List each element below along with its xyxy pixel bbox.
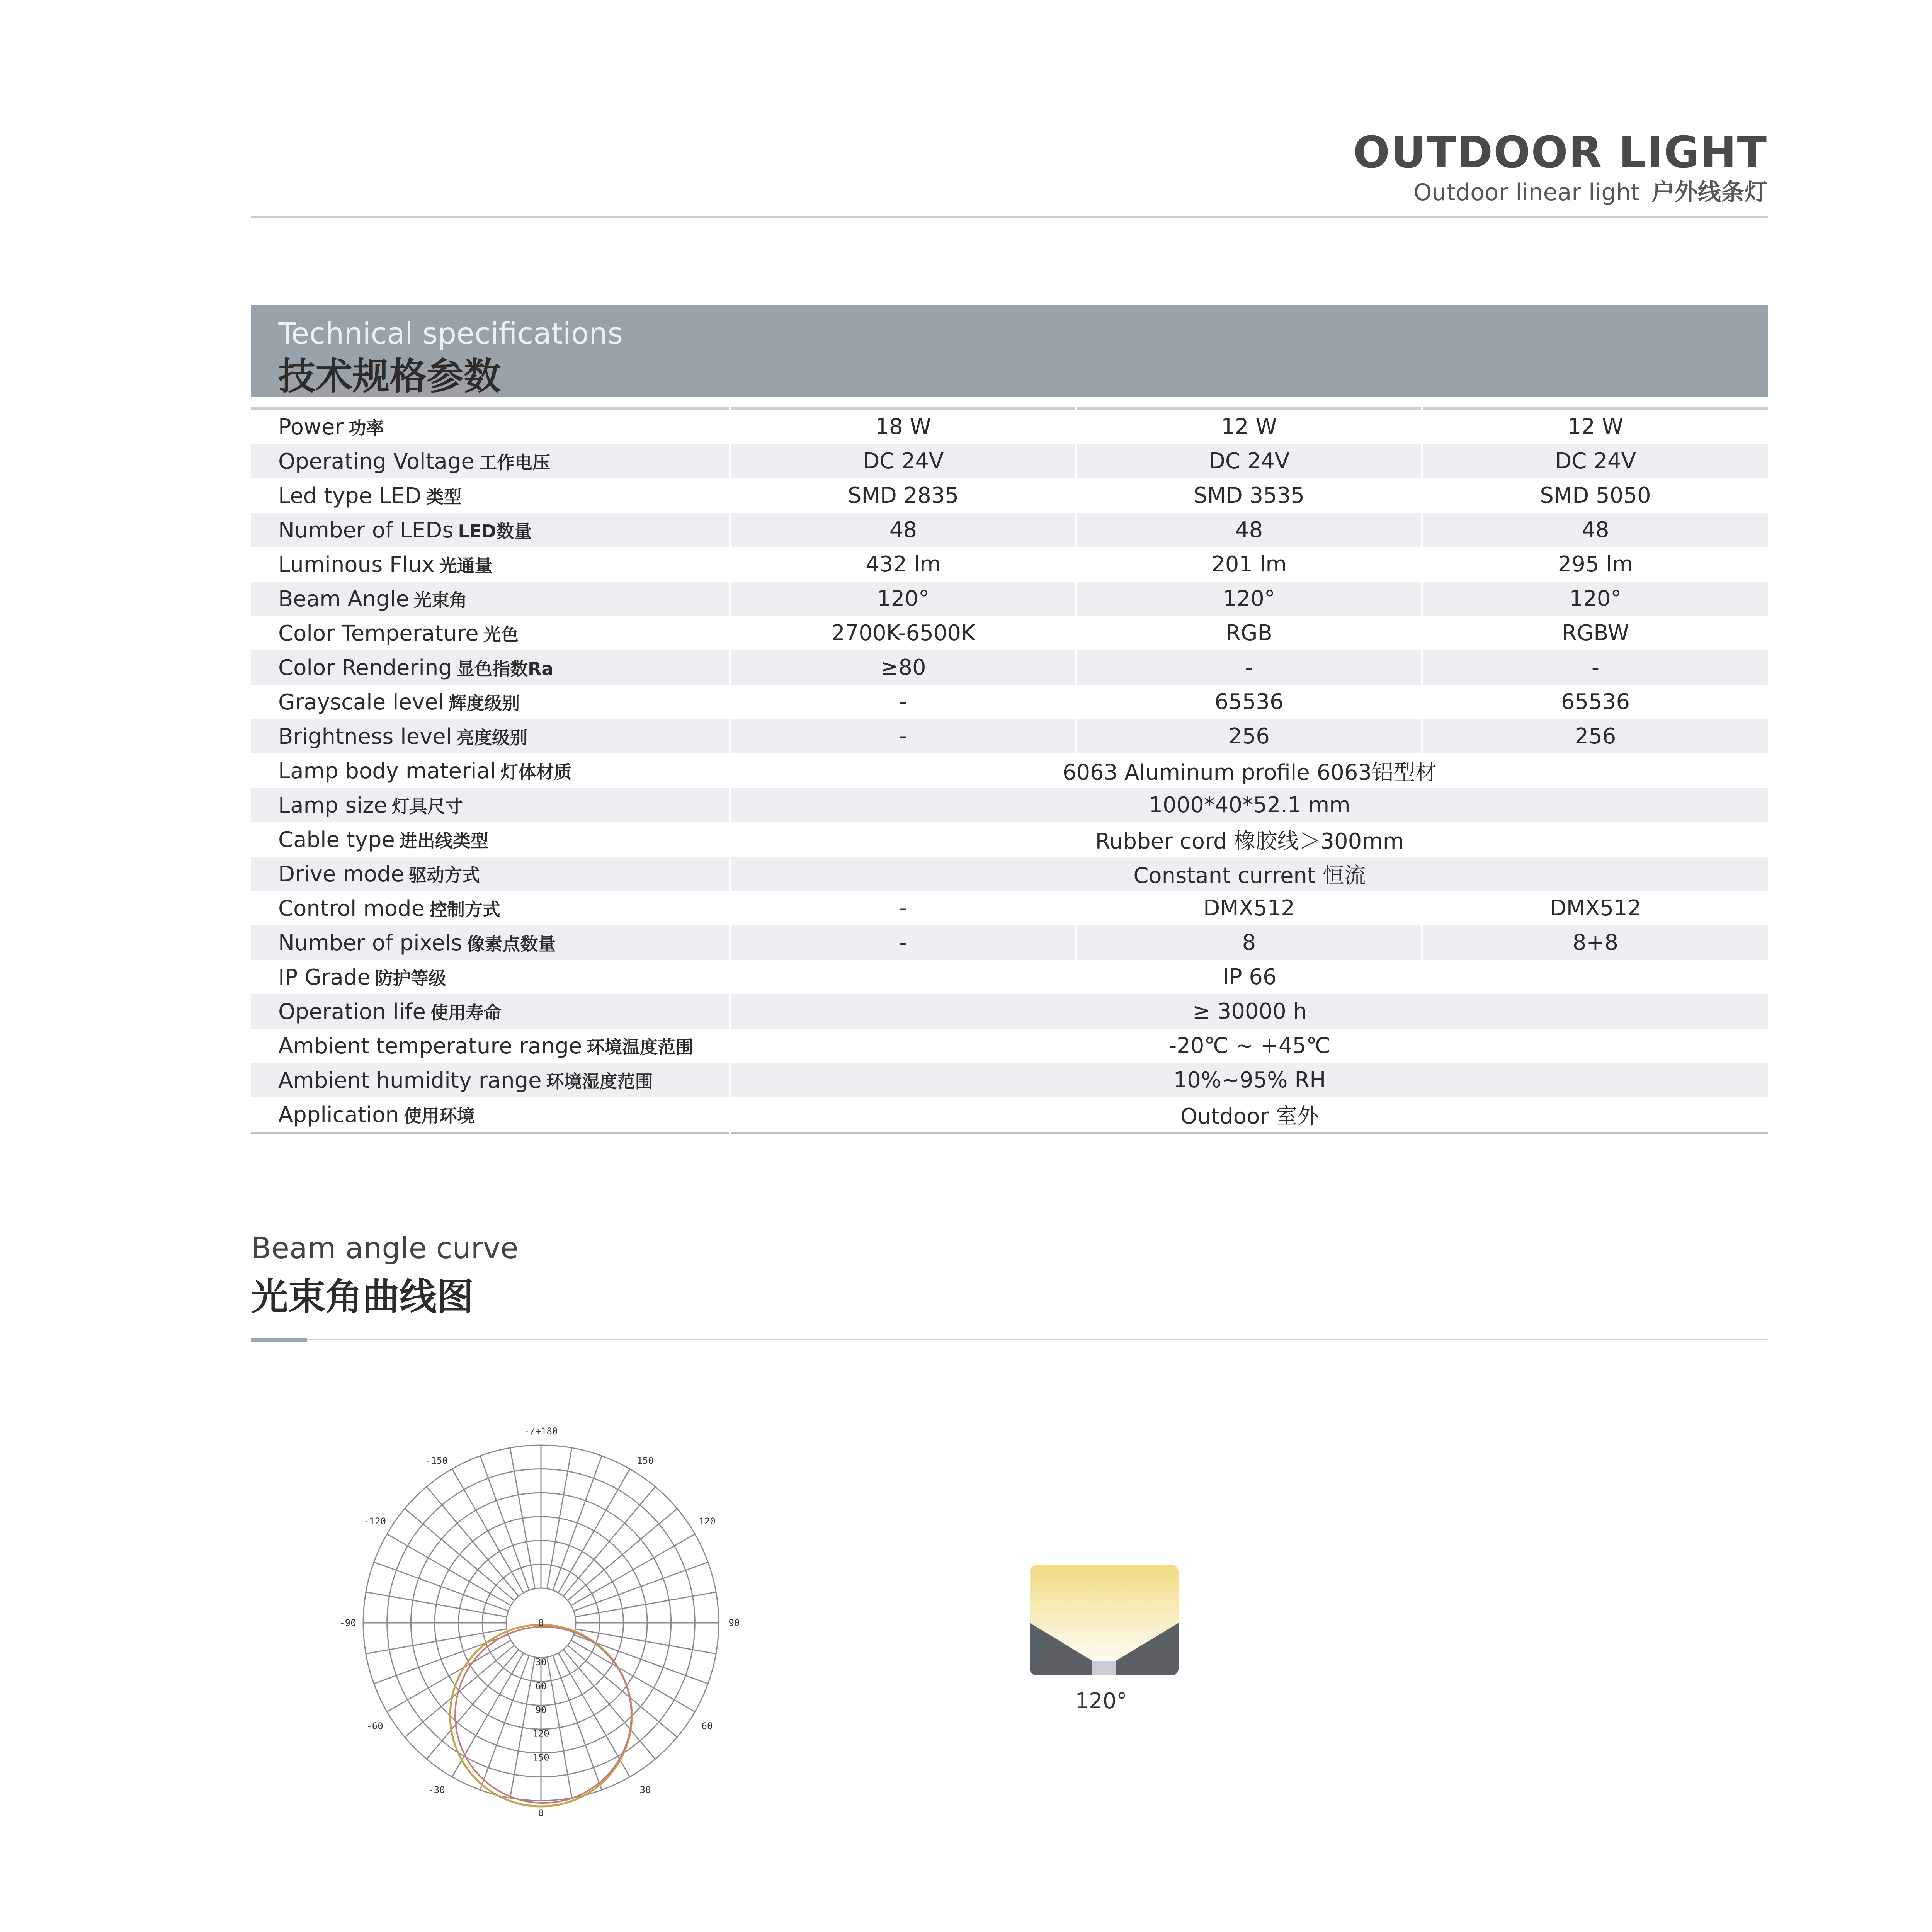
spec-value: 432 lm bbox=[730, 547, 1076, 582]
spec-label-cn: LED数量 bbox=[458, 520, 532, 542]
polar-angle-label: -120 bbox=[364, 1516, 386, 1527]
spec-value: 201 lm bbox=[1076, 547, 1422, 582]
spec-value: - bbox=[730, 925, 1076, 960]
polar-spoke bbox=[480, 1456, 529, 1590]
polar-spoke bbox=[568, 1645, 677, 1737]
spec-label-en: Led type LED bbox=[278, 483, 422, 509]
spec-label-en: Number of LEDs bbox=[278, 517, 454, 543]
spec-value: 48 bbox=[1076, 513, 1422, 547]
beam-angle-icon bbox=[1030, 1565, 1179, 1675]
spec-value: 18 W bbox=[730, 408, 1076, 444]
spec-label-en: Color Temperature bbox=[278, 621, 479, 646]
spec-label-cn: 光束角 bbox=[413, 589, 467, 611]
spec-value: -20℃ ~ +45℃ bbox=[730, 1029, 1768, 1063]
spec-value: 120° bbox=[1076, 582, 1422, 616]
spec-label-cn: 驱动方式 bbox=[408, 864, 480, 886]
polar-angle-label: 60 bbox=[701, 1721, 713, 1731]
spec-label bbox=[251, 582, 730, 616]
polar-angle-label: 90 bbox=[728, 1617, 740, 1628]
spec-row bbox=[251, 719, 1768, 753]
spec-value: - bbox=[730, 685, 1076, 719]
spec-label bbox=[251, 650, 730, 685]
beam-angle-label: 120° bbox=[1075, 1689, 1128, 1714]
spec-value: Outdoor 室外 bbox=[730, 1097, 1768, 1133]
spec-label-cn: 辉度级别 bbox=[449, 692, 520, 714]
spec-label-en: Ambient humidity range bbox=[278, 1068, 542, 1093]
subtitle-en: Outdoor linear light bbox=[1413, 179, 1640, 206]
polar-spoke bbox=[452, 1469, 524, 1593]
polar-radial-label: 30 bbox=[535, 1656, 547, 1668]
header-divider bbox=[251, 216, 1768, 218]
spec-value: 12 W bbox=[1076, 408, 1422, 444]
spec-row bbox=[251, 444, 1768, 478]
spec-value: 10%~95% RH bbox=[730, 1063, 1768, 1097]
spec-heading-bar bbox=[251, 305, 1768, 397]
polar-angle-label: -60 bbox=[366, 1721, 383, 1731]
polar-spoke bbox=[558, 1469, 630, 1593]
spec-row bbox=[251, 960, 1768, 994]
spec-label-en: Lamp body material bbox=[278, 758, 496, 784]
spec-label-en: Drive mode bbox=[278, 861, 404, 887]
spec-label-cn: 显色指数Ra bbox=[456, 658, 554, 679]
spec-row bbox=[251, 650, 1768, 685]
spec-label bbox=[251, 1097, 730, 1133]
spec-label bbox=[251, 685, 730, 719]
spec-label-en: Color Rendering bbox=[278, 655, 452, 680]
spec-label bbox=[251, 444, 730, 478]
spec-value: 1000*40*52.1 mm bbox=[730, 788, 1768, 822]
spec-value: - bbox=[730, 891, 1076, 925]
spec-value: 2700K-6500K bbox=[730, 616, 1076, 650]
spec-row bbox=[251, 1029, 1768, 1063]
spec-value: - bbox=[1422, 650, 1768, 685]
spec-label bbox=[251, 513, 730, 547]
spec-label bbox=[251, 719, 730, 753]
spec-label-en: Operation life bbox=[278, 999, 426, 1024]
polar-spoke bbox=[427, 1487, 519, 1596]
spec-value: 65536 bbox=[1076, 685, 1422, 719]
spec-row bbox=[251, 857, 1768, 891]
polar-spoke bbox=[427, 1650, 519, 1759]
spec-value: IP 66 bbox=[730, 960, 1768, 994]
polar-angle-label: -30 bbox=[428, 1784, 445, 1795]
spec-label-en: Operating Voltage bbox=[278, 449, 474, 474]
spec-label bbox=[251, 1029, 730, 1063]
spec-value: - bbox=[730, 719, 1076, 753]
spec-label-en: Lamp size bbox=[278, 793, 387, 818]
spec-row bbox=[251, 616, 1768, 650]
polar-radial-label: 0 bbox=[538, 1617, 544, 1628]
spec-label-en: Number of pixels bbox=[278, 930, 463, 956]
spec-label bbox=[251, 478, 730, 513]
spec-label-cn: 工作电压 bbox=[479, 452, 550, 473]
polar-radial-label: 150 bbox=[532, 1752, 549, 1763]
spec-label bbox=[251, 891, 730, 925]
beam-divider bbox=[251, 1339, 1768, 1340]
spec-row bbox=[251, 822, 1768, 857]
spec-row bbox=[251, 925, 1768, 960]
spec-value: ≥ 30000 h bbox=[730, 994, 1768, 1029]
polar-angle-label: 150 bbox=[637, 1455, 654, 1466]
spec-value: SMD 2835 bbox=[730, 478, 1076, 513]
spec-value: ≥80 bbox=[730, 650, 1076, 685]
spec-value: 48 bbox=[730, 513, 1076, 547]
spec-label-cn: 进出线类型 bbox=[399, 830, 488, 851]
spec-value: 12 W bbox=[1422, 408, 1768, 444]
beam-divider-accent bbox=[251, 1338, 307, 1342]
spec-label-cn: 环境湿度范围 bbox=[546, 1071, 653, 1092]
spec-value: 8+8 bbox=[1422, 925, 1768, 960]
spec-label-en: Grayscale level bbox=[278, 689, 444, 715]
polar-spoke bbox=[574, 1562, 708, 1611]
polar-spoke bbox=[387, 1534, 511, 1605]
spec-label-en: Beam Angle bbox=[278, 586, 409, 612]
polar-spoke bbox=[452, 1653, 524, 1777]
spec-label-en: Application bbox=[278, 1102, 399, 1128]
spec-value: SMD 3535 bbox=[1076, 478, 1422, 513]
spec-label-cn: 灯具尺寸 bbox=[392, 796, 463, 817]
spec-value: 295 lm bbox=[1422, 547, 1768, 582]
spec-label-cn: 灯体材质 bbox=[500, 761, 572, 782]
spec-label bbox=[251, 753, 730, 788]
spec-label-en: IP Grade bbox=[278, 964, 371, 990]
spec-label bbox=[251, 822, 730, 857]
spec-label-en: Brightness level bbox=[278, 724, 452, 749]
polar-angle-label: -150 bbox=[425, 1455, 448, 1466]
spec-label-cn: 使用环境 bbox=[403, 1105, 475, 1126]
polar-spoke bbox=[480, 1656, 529, 1790]
polar-angle-label: -90 bbox=[339, 1617, 356, 1628]
spec-value: DMX512 bbox=[1422, 891, 1768, 925]
spec-value: 120° bbox=[730, 582, 1076, 616]
spec-row bbox=[251, 1097, 1768, 1133]
spec-label-en: Luminous Flux bbox=[278, 552, 435, 577]
polar-radial-label: 90 bbox=[535, 1704, 547, 1715]
spec-label bbox=[251, 1063, 730, 1097]
spec-label-en: Control mode bbox=[278, 896, 425, 921]
spec-value: 6063 Aluminum profile 6063铝型材 bbox=[730, 753, 1768, 788]
spec-row bbox=[251, 685, 1768, 719]
spec-label-cn: 像素点数量 bbox=[467, 933, 556, 954]
spec-label-cn: 功率 bbox=[348, 417, 384, 439]
spec-value: Constant current 恒流 bbox=[730, 857, 1768, 891]
beam-heading-en: Beam angle curve bbox=[251, 1231, 519, 1265]
polar-spoke bbox=[405, 1645, 514, 1737]
spec-value: DC 24V bbox=[1422, 444, 1768, 478]
spec-label bbox=[251, 925, 730, 960]
spec-row bbox=[251, 547, 1768, 582]
spec-label bbox=[251, 857, 730, 891]
spec-row bbox=[251, 582, 1768, 616]
spec-row bbox=[251, 1063, 1768, 1097]
spec-label-cn: 环境温度范围 bbox=[587, 1036, 694, 1058]
polar-spoke bbox=[563, 1650, 655, 1759]
spec-label-cn: 亮度级别 bbox=[456, 727, 528, 748]
spec-row bbox=[251, 994, 1768, 1029]
spec-label bbox=[251, 960, 730, 994]
page-title: OUTDOOR LIGHT bbox=[1353, 128, 1767, 178]
spec-row bbox=[251, 753, 1768, 788]
polar-radial-label: 60 bbox=[535, 1680, 547, 1692]
spec-label-cn: 类型 bbox=[426, 486, 462, 507]
polar-angle-label: 0 bbox=[538, 1808, 544, 1818]
spec-value: RGB bbox=[1076, 616, 1422, 650]
polar-radial-label: 120 bbox=[532, 1728, 549, 1739]
polar-angle-label: -/+180 bbox=[524, 1426, 558, 1437]
spec-value: 65536 bbox=[1422, 685, 1768, 719]
spec-value: 120° bbox=[1422, 582, 1768, 616]
polar-spoke bbox=[374, 1562, 509, 1611]
spec-label bbox=[251, 547, 730, 582]
beam-heading-cn: 光束角曲线图 bbox=[251, 1275, 474, 1318]
spec-label bbox=[251, 616, 730, 650]
spec-value: DC 24V bbox=[730, 444, 1076, 478]
spec-row bbox=[251, 891, 1768, 925]
spec-row bbox=[251, 478, 1768, 513]
spec-table bbox=[251, 407, 1768, 1134]
spec-row bbox=[251, 788, 1768, 822]
polar-spoke bbox=[387, 1640, 511, 1712]
polar-spoke bbox=[571, 1534, 695, 1605]
polar-spoke bbox=[571, 1640, 695, 1712]
spec-label-en: Ambient temperature range bbox=[278, 1033, 582, 1059]
polar-spoke bbox=[405, 1509, 514, 1600]
spec-label-en: Cable type bbox=[278, 827, 395, 852]
spec-value: 48 bbox=[1422, 513, 1768, 547]
spec-heading-cn: 技术规格参数 bbox=[278, 355, 501, 398]
polar-spoke bbox=[563, 1487, 655, 1596]
spec-label-cn: 光色 bbox=[483, 624, 519, 645]
spec-label-cn: 控制方式 bbox=[429, 899, 501, 920]
polar-spoke bbox=[553, 1456, 602, 1590]
spec-label-cn: 光通量 bbox=[439, 555, 493, 576]
led-chip bbox=[1092, 1661, 1116, 1675]
polar-labels bbox=[339, 1426, 740, 1818]
spec-label-en: Power bbox=[278, 414, 344, 440]
spec-value: - bbox=[1076, 650, 1422, 685]
spec-value: 8 bbox=[1076, 925, 1422, 960]
polar-angle-label: 120 bbox=[699, 1516, 716, 1527]
spec-value: SMD 5050 bbox=[1422, 478, 1768, 513]
polar-spoke bbox=[553, 1656, 602, 1790]
spec-row bbox=[251, 408, 1768, 444]
polar-spoke bbox=[568, 1509, 677, 1600]
spec-heading-en: Technical specifications bbox=[278, 316, 623, 350]
spec-value: 256 bbox=[1076, 719, 1422, 753]
spec-value: 256 bbox=[1422, 719, 1768, 753]
spec-label-cn: 防护等级 bbox=[375, 968, 446, 989]
spec-value: DC 24V bbox=[1076, 444, 1422, 478]
subtitle-cn: 户外线条灯 bbox=[1651, 179, 1767, 206]
spec-label bbox=[251, 788, 730, 822]
spec-label bbox=[251, 994, 730, 1029]
spec-row bbox=[251, 513, 1768, 547]
spec-value: Rubber cord 橡胶线＞300mm bbox=[730, 822, 1768, 857]
spec-value: DMX512 bbox=[1076, 891, 1422, 925]
spec-value: RGBW bbox=[1422, 616, 1768, 650]
spec-label bbox=[251, 408, 730, 444]
page-subtitle bbox=[1413, 174, 1767, 207]
polar-angle-label: 30 bbox=[639, 1784, 651, 1795]
spec-label-cn: 使用寿命 bbox=[430, 1002, 502, 1023]
beam-polar-chart bbox=[317, 1387, 858, 1897]
